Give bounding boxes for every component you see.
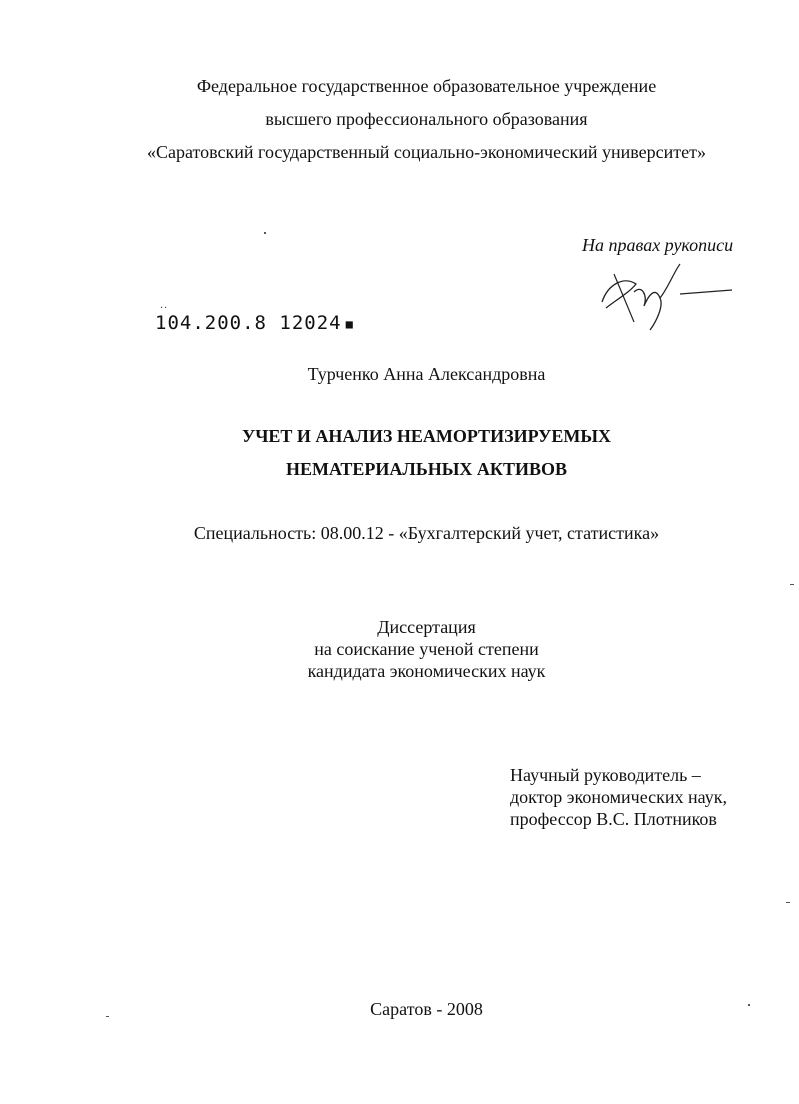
supervisor-line-2: доктор экономических наук, [510,787,727,807]
dissertation-title-line-2: НЕМАТЕРИАЛЬНЫХ АКТИВОВ [286,459,567,479]
handwritten-signature [594,262,734,334]
scan-speck [264,232,266,234]
institution-line-1: Федеральное государственное образовательное учреждение [196,76,657,96]
dissertation-title-line-1: УЧЕТ И АНАЛИЗ НЕАМОРТИЗИРУЕМЫХ [242,426,611,446]
dissertation-type-line-1: Диссертация [377,617,476,637]
registration-number [155,312,354,334]
institution-line-3: «Саратовский государственный социально-экономический университет» [147,142,706,162]
supervisor-line-3: профессор В.С. Плотников [510,809,717,829]
dissertation-type-line-2: на соискание ученой степени [314,639,539,659]
manuscript-note: На правах рукописи [582,235,734,255]
scan-speck [106,1016,109,1017]
registration-number-text: 104.200.8 12024 [155,312,342,334]
city-year: Саратов - 2008 [370,999,483,1019]
institution-line-2: высшего профессионального образования [265,109,588,129]
scan-speck [790,584,794,585]
author-name: Турченко Анна Александровна [307,364,546,384]
scan-speck [748,1004,750,1006]
specialty: Специальность: 08.00.12 - «Бухгалтерский учет, статистика» [193,523,660,543]
supervisor-line-1: Научный руководитель – [510,765,701,785]
scan-speck [786,902,790,903]
registration-bullet-icon: ■ [345,316,354,331]
registration-mark: .. [160,300,169,311]
dissertation-type-line-3: кандидата экономических наук [307,661,546,681]
